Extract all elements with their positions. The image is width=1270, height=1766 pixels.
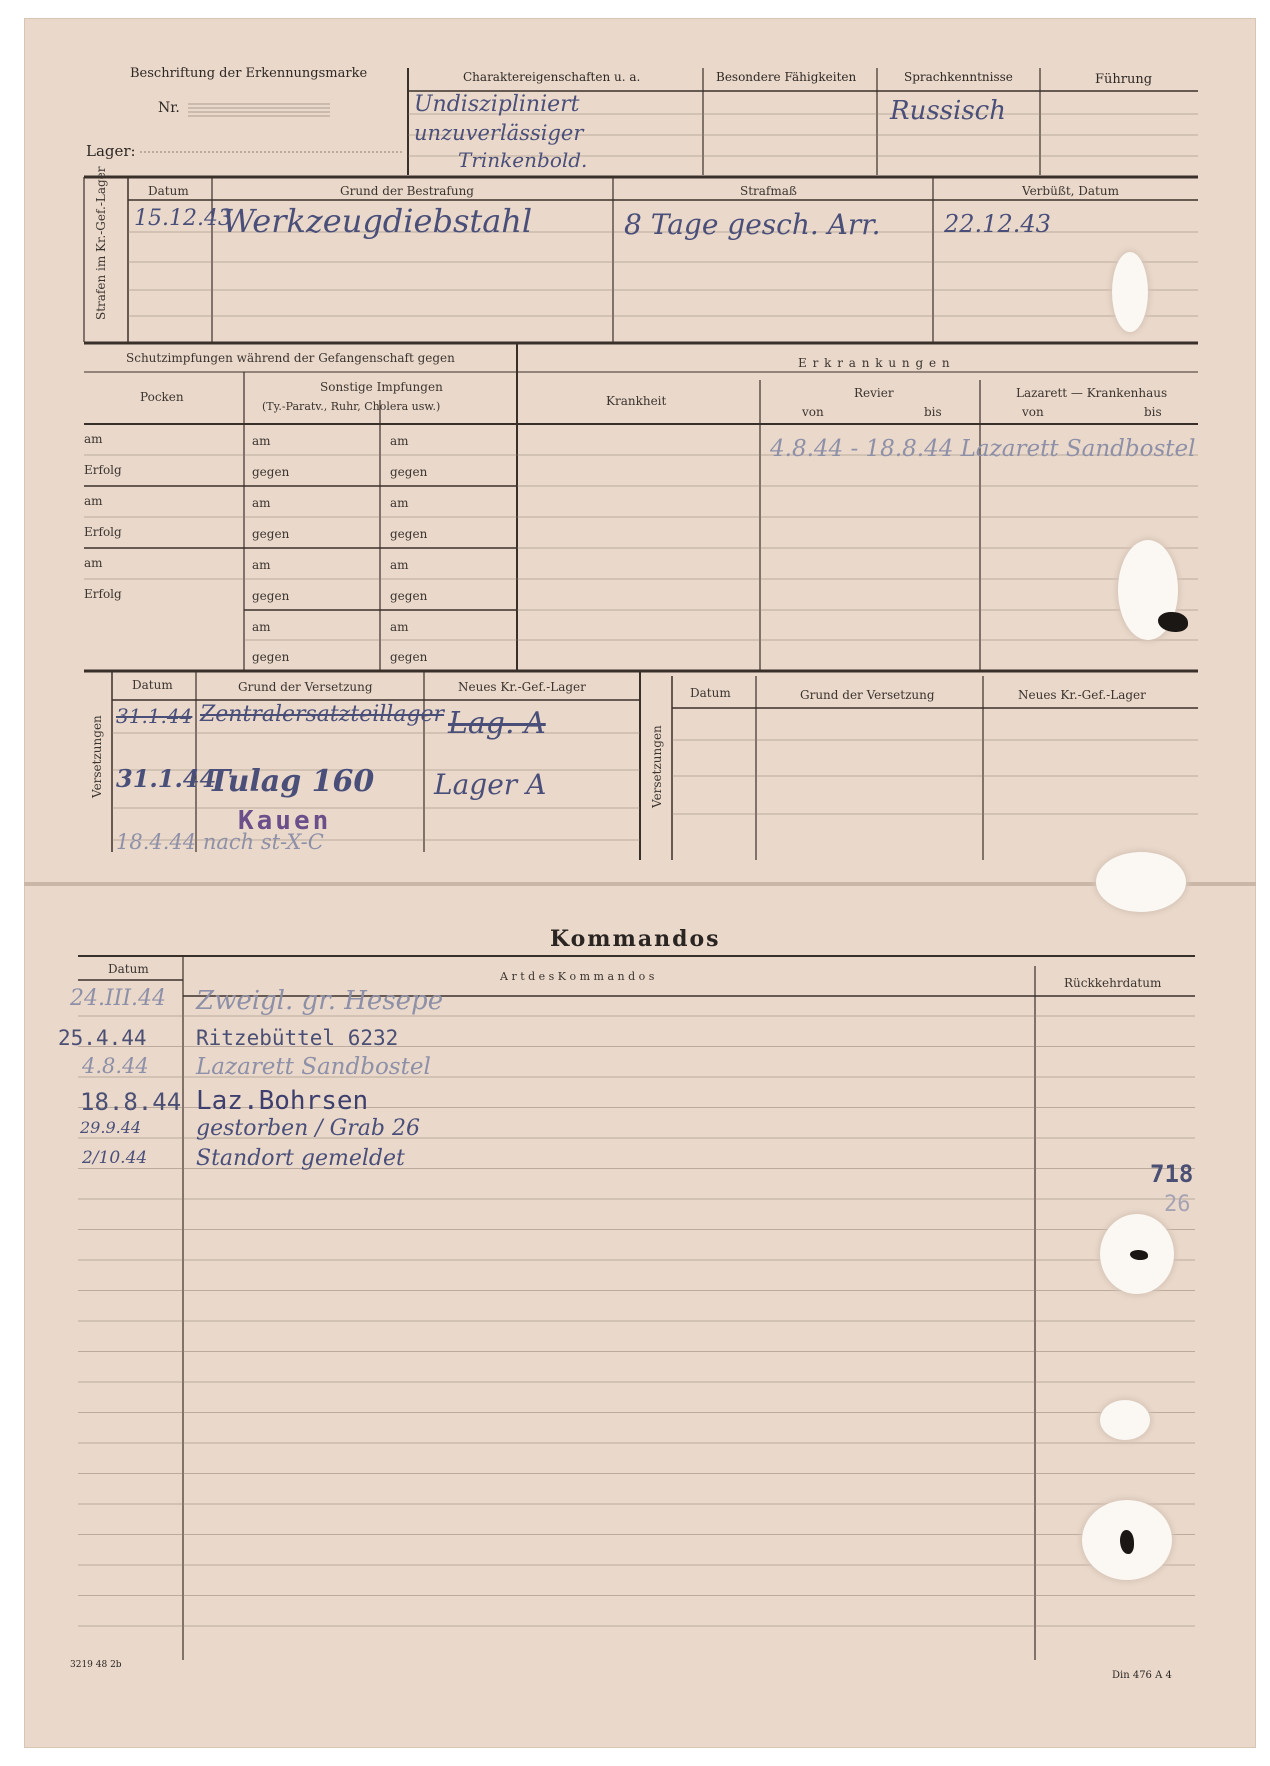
pocken-erfolg-3: Erfolg xyxy=(84,587,122,601)
sprachen-value: Russisch xyxy=(890,96,1006,126)
fuehrung-label: Führung xyxy=(1095,72,1153,87)
versetzungen-col-neues-left: Neues Kr.-Gef.-Lager xyxy=(458,680,586,694)
kommandos-title: Kommandos xyxy=(550,926,721,952)
versetzung-1-datum: 31.1.44 xyxy=(116,704,193,728)
strafen-col-verbuesst: Verbüßt, Datum xyxy=(1022,184,1119,198)
impfungen-sonstige-sub: (Ty.-Paratv., Ruhr, Cholera usw.) xyxy=(262,400,441,413)
paper-hole-2 xyxy=(1130,1250,1148,1260)
pocken-am-1: am xyxy=(84,432,103,446)
erkrankungen-revier-von: von xyxy=(802,405,824,419)
kommandos-col-datum: Datum xyxy=(108,962,149,976)
sonst-am-3b: am xyxy=(390,558,409,572)
versetzungen-side-label-left: Versetzungen xyxy=(90,715,104,798)
kommando-4-datum: 18.8.44 xyxy=(80,1088,182,1116)
versetzungen-side-label-right: Versetzungen xyxy=(650,725,664,808)
impfungen-pocken: Pocken xyxy=(140,390,184,404)
kommando-2-datum: 25.4.44 xyxy=(58,1026,147,1050)
sonst-gegen-2b: gegen xyxy=(390,527,428,541)
charakter-label: Charaktereigenschaften u. a. xyxy=(463,70,641,84)
versetzung-1-neues: Lag. A xyxy=(448,706,546,741)
sonst-gegen-2a: gegen xyxy=(252,527,290,541)
sonst-am-4b: am xyxy=(390,620,409,634)
din-label: Din 476 A 4 xyxy=(1112,1670,1172,1681)
sonst-am-3a: am xyxy=(252,558,271,572)
stamp-26: 26 xyxy=(1164,1192,1191,1217)
kommando-1-datum: 24.III.44 xyxy=(70,986,167,1011)
pocken-erfolg-1: Erfolg xyxy=(84,463,122,477)
charakter-line-2: unzuverlässiger xyxy=(414,121,584,145)
paper-hole-3 xyxy=(1120,1530,1134,1554)
strafe-datum: 15.12.43 xyxy=(134,206,232,231)
pocken-erfolg-2: Erfolg xyxy=(84,525,122,539)
kommando-3-datum: 4.8.44 xyxy=(82,1054,149,1078)
erkrankungen-krankheit: Krankheit xyxy=(606,394,667,408)
strafe-grund: Werkzeugdiebstahl xyxy=(222,202,533,240)
sonst-gegen-4a: gegen xyxy=(252,650,290,664)
sprachen-label: Sprachkenntnisse xyxy=(904,70,1013,84)
sonst-gegen-1b: gegen xyxy=(390,465,428,479)
erkrankungen-revier: Revier xyxy=(854,386,894,400)
strafen-col-grund: Grund der Bestrafung xyxy=(340,184,474,198)
nr-label: Nr. xyxy=(158,100,180,116)
kommando-1-art: Zweigl. gr. Hesepe xyxy=(196,986,444,1016)
kommando-3-art: Lazarett Sandbostel xyxy=(196,1054,431,1080)
erkrankungen-lazarett-bis: bis xyxy=(1144,405,1162,419)
versetzungen-col-grund-right: Grund der Versetzung xyxy=(800,688,935,702)
sonst-am-2b: am xyxy=(390,496,409,510)
strafen-side-label: Strafen im Kr.-Gef.-Lager xyxy=(94,166,108,320)
versetzung-2-datum: 31.1.44 xyxy=(116,764,217,793)
paper-damage-3 xyxy=(1096,852,1186,912)
impfungen-title: Schutzimpfungen während der Gefangenschaft gegen xyxy=(126,351,455,365)
kommandos-col-rueckkehr: Rückkehrdatum xyxy=(1064,976,1162,990)
kommando-5-datum: 29.9.44 xyxy=(80,1118,142,1137)
sonst-gegen-3b: gegen xyxy=(390,589,428,603)
lager-label: Lager: xyxy=(86,142,136,160)
versetzungen-col-grund-left: Grund der Versetzung xyxy=(238,680,373,694)
versetzung-2-neues: Lager A xyxy=(434,768,547,801)
versetzung-2-grund: Tulag 160 xyxy=(208,764,375,799)
charakter-line-3: Trinkenbold. xyxy=(458,148,588,172)
faehigkeiten-label: Besondere Fähigkeiten xyxy=(716,70,857,84)
kommando-6-datum: 2/10.44 xyxy=(82,1148,148,1168)
erkrankungen-lazarett-von: von xyxy=(1022,405,1044,419)
versetzungen-col-datum-left: Datum xyxy=(132,678,173,692)
erkrankungen-title: E r k r a n k u n g e n xyxy=(798,356,951,370)
erkennungsmarke-label: Beschriftung der Erkennungsmarke xyxy=(130,66,368,81)
print-code: 3219 48 2b xyxy=(70,1660,122,1670)
sonst-gegen-4b: gegen xyxy=(390,650,428,664)
sonst-am-1a: am xyxy=(252,434,271,448)
sonst-am-4a: am xyxy=(252,620,271,634)
versetzung-3-entry: 18.4.44 nach st-X-C xyxy=(116,830,324,854)
kauen-stamp: Kauen xyxy=(238,806,332,836)
sonst-am-1b: am xyxy=(390,434,409,448)
sonst-gegen-3a: gegen xyxy=(252,589,290,603)
versetzungen-col-neues-right: Neues Kr.-Gef.-Lager xyxy=(1018,688,1146,702)
erkrankungen-lazarett: Lazarett — Krankenhaus xyxy=(1016,386,1168,400)
sonst-am-2a: am xyxy=(252,496,271,510)
strafen-col-strafmass: Strafmaß xyxy=(740,184,797,198)
versetzungen-col-datum-right: Datum xyxy=(690,686,731,700)
impfungen-sonstige: Sonstige Impfungen xyxy=(320,380,443,394)
versetzung-1-grund: Zentralersatzteillager xyxy=(200,702,445,727)
paper-damage-1 xyxy=(1112,252,1148,332)
erkrankung-entry: 4.8.44 - 18.8.44 Lazarett Sandbostel xyxy=(770,436,1196,462)
sonst-gegen-1a: gegen xyxy=(252,465,290,479)
kommando-6-art: Standort gemeldet xyxy=(196,1146,405,1171)
pocken-am-3: am xyxy=(84,556,103,570)
charakter-line-1: Undiszipliniert xyxy=(414,92,580,117)
strafen-col-datum: Datum xyxy=(148,184,189,198)
paper-damage-5 xyxy=(1100,1400,1150,1440)
kommando-2-art: Ritzebüttel 6232 xyxy=(196,1026,399,1050)
strafe-verbuesst: 22.12.43 xyxy=(944,210,1051,238)
kommando-5-art: gestorben / Grab 26 xyxy=(196,1116,420,1141)
kommandos-col-art: A r t d e s K o m m a n d o s xyxy=(500,970,655,983)
pocken-am-2: am xyxy=(84,494,103,508)
stamp-718: 718 xyxy=(1150,1160,1194,1188)
strafe-strafmass: 8 Tage gesch. Arr. xyxy=(624,208,881,241)
erkrankungen-revier-bis: bis xyxy=(924,405,942,419)
kommando-4-art: Laz.Bohrsen xyxy=(196,1086,369,1116)
